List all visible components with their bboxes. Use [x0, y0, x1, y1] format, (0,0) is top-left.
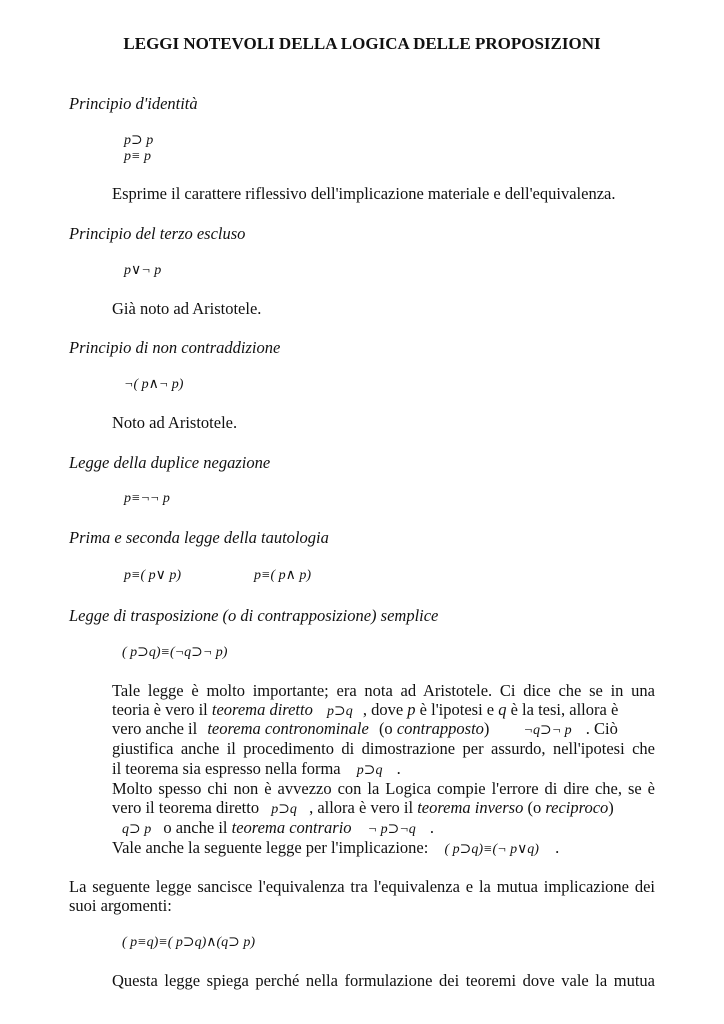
text: o anche il — [163, 818, 228, 837]
paragraph-line-9 — [112, 838, 559, 858]
formula-trasposizione: ( p⊃q)≡(¬q⊃¬ p) — [122, 645, 228, 660]
formula-tautologia-1: p≡( p∨ p) — [124, 568, 182, 583]
formula-inline: ¬q⊃¬ p — [523, 723, 572, 738]
formula-identita-1: p⊃ p — [124, 133, 154, 148]
text: vero anche il — [112, 719, 198, 738]
mutual-line-2: suoi argomenti: — [69, 896, 172, 915]
paragraph-line-6: Molto spesso chi non è avvezzo con la Logica compie l'errore di dire che, se è — [112, 779, 655, 798]
note-terzo-escluso: Già noto ad Aristotele. — [112, 299, 262, 318]
paragraph-line-2 — [112, 700, 618, 720]
text: teoria è vero il — [112, 700, 208, 719]
formula-inline: p⊃q — [271, 802, 297, 817]
paragraph-line-1: Tale legge è molto importante; era nota ad Aristotele. Ci dice che se in una — [112, 681, 655, 700]
mutual-line-1: La seguente legge sancisce l'equivalenza tra l'equivalenza e la mutua implicazione dei — [69, 877, 655, 896]
formula-implicazione: ( p⊃q)≡(¬ p∨q) — [444, 842, 539, 857]
term-teorema-diretto: teorema diretto — [211, 700, 313, 719]
paragraph-line-5 — [112, 759, 401, 779]
section-heading-identita: Principio d'identità — [69, 94, 198, 113]
note-identita: Esprime il carattere riflessivo dell'implicazione materiale e dell'equivalenza. — [112, 184, 616, 203]
page-title: LEGGI NOTEVOLI DELLA LOGICA DELLE PROPOSIZIONI — [123, 34, 601, 53]
var-q: q — [498, 700, 507, 719]
section-heading-tautologia: Prima e seconda legge della tautologia — [69, 528, 329, 547]
text: il teorema sia espresso nella forma — [112, 759, 341, 778]
text: , dove — [362, 700, 404, 719]
text: Vale anche la seguente legge per l'implicazione: — [112, 838, 429, 857]
section-heading-trasposizione: Legge di trasposizione (o di contrapposizione) semplice — [69, 606, 439, 625]
section-heading-duplice-negazione: Legge della duplice negazione — [69, 453, 271, 472]
section-heading-non-contraddizione: Principio di non contraddizione — [69, 338, 281, 357]
term-teorema-contrario: teorema contrario — [231, 818, 352, 837]
formula-non-contraddizione: ¬( p∧¬ p) — [124, 377, 184, 392]
var-p: p — [407, 700, 416, 719]
formula-terzo-escluso: p∨¬ p — [124, 263, 162, 278]
text: è l'ipotesi e — [419, 700, 495, 719]
text: (o — [527, 798, 542, 817]
text: ) — [608, 798, 614, 817]
paragraph-line-8 — [122, 818, 434, 838]
text: (o — [378, 719, 393, 738]
text: . — [396, 759, 401, 778]
text: . Ciò — [585, 719, 618, 738]
paragraph-line-3 — [112, 719, 618, 739]
text: . — [555, 838, 560, 857]
formula-inline: p⊃q — [326, 704, 353, 719]
section-heading-terzo-escluso: Principio del terzo escluso — [69, 224, 246, 243]
text: . — [429, 818, 435, 837]
formula-inline: q⊃ p — [122, 822, 152, 837]
formula-duplice-negazione: p≡¬¬ p — [124, 491, 170, 506]
paragraph-line-7 — [112, 798, 614, 818]
text: vero il teorema diretto — [112, 798, 260, 817]
note-non-contraddizione: Noto ad Aristotele. — [112, 413, 238, 432]
formula-tautologia-2: p≡( p∧ p) — [254, 568, 312, 583]
text: ) — [483, 719, 490, 738]
formula-inline: ¬ p⊃¬q — [367, 822, 416, 837]
term-contrapposto: contrapposto — [396, 719, 484, 738]
term-reciproco: reciproco — [545, 798, 609, 817]
mutual-last-line: Questa legge spiega perché nella formulazione dei teoremi dove vale la mutua — [112, 971, 655, 990]
term-teorema-inverso: teorema inverso — [417, 798, 524, 817]
formula-identita-2: p≡ p — [124, 149, 151, 164]
text: è la tesi, allora è — [510, 700, 619, 719]
text: , allora è vero il — [309, 798, 414, 817]
formula-inline: p⊃q — [356, 763, 383, 778]
term-teorema-contronominale: teorema contronominale — [207, 719, 369, 738]
paragraph-line-4: giustifica anche il procedimento di dimostrazione per assurdo, nell'ipotesi che — [112, 739, 655, 758]
formula-mutua-implicazione: ( p≡q)≡( p⊃q)∧(q⊃ p) — [122, 935, 256, 950]
